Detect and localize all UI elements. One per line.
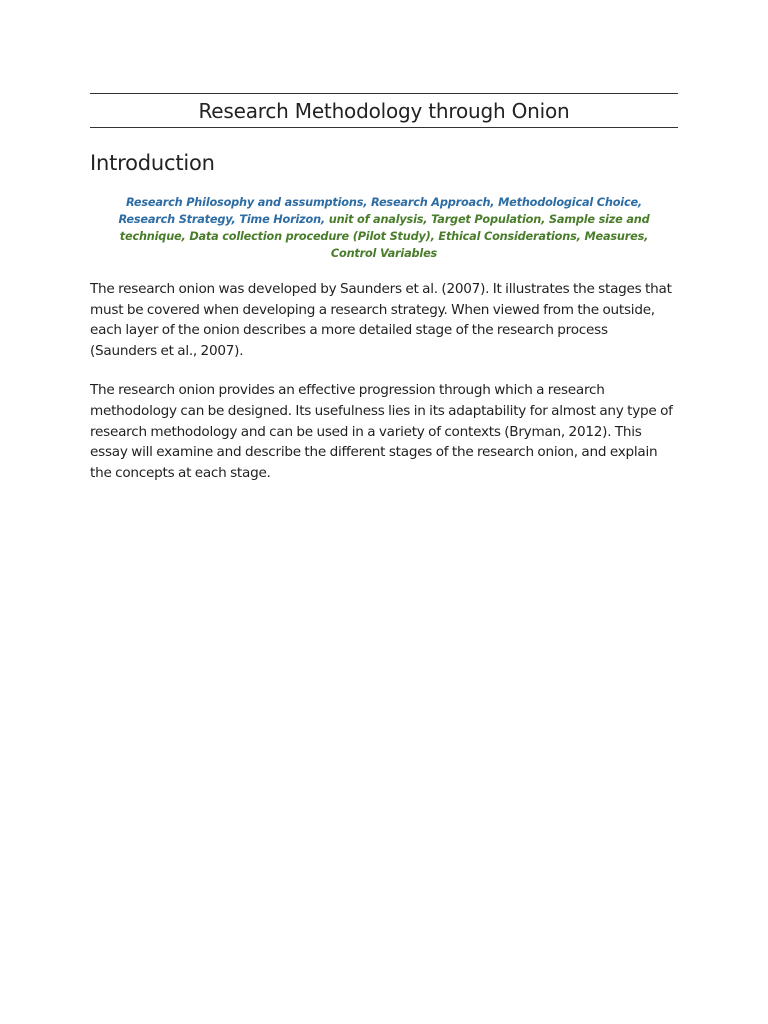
paragraph-1: The research onion was developed by Saunders et al. (2007). It illustrates the stages that must be covered when developing a research strategy. When viewed from the outside, each layer of the onion describes a more detailed stage of the research process (Saunders et al., 2007).: [90, 281, 672, 359]
title-block: [90, 93, 678, 128]
document-title: Research Methodology through Onion: [198, 98, 570, 123]
document-page: [90, 93, 678, 497]
keywords-green: unit of analysis, Target Population, Sample size and technique, Data collection procedure (Pilot Study), Ethical Considerations, Measures, Control Variables: [119, 213, 650, 260]
keywords-blue: Research Philosophy and assumptions, Research Approach, Methodological Choice, Research Strategy, Time Horizon,: [118, 196, 643, 226]
keywords-block: [90, 194, 678, 262]
section-heading: Introduction: [90, 151, 215, 175]
paragraph-2: The research onion provides an effective progression through which a research methodology can be designed. Its usefulness lies in its adaptability for almost any type of research methodology and can be used in a variety of contexts (Bryman, 2012). This essay will examine and describe the different stages of the research onion, and explain the concepts at each stage.: [90, 382, 673, 481]
